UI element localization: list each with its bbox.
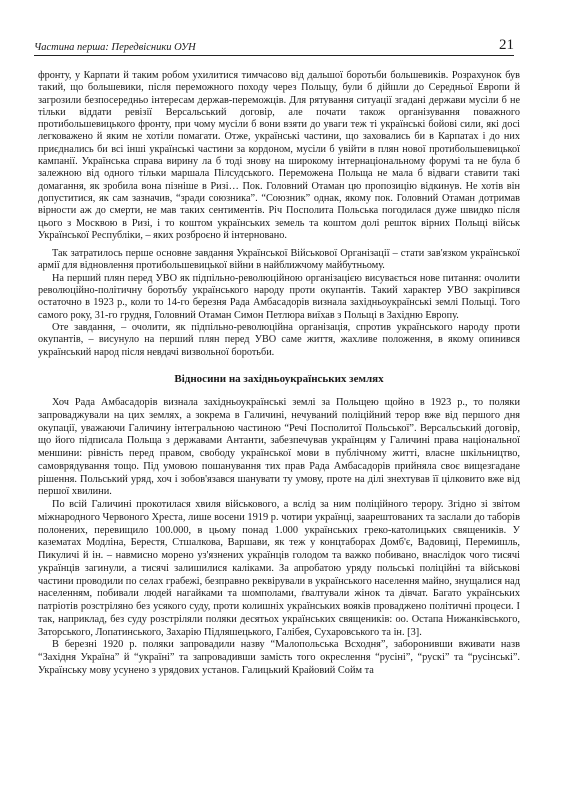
running-header: [34, 38, 514, 56]
running-title: Частина перша: Передвісники ОУН: [34, 42, 196, 53]
section-heading: Відносини на західньоукраїнських землях: [174, 372, 384, 385]
page-body: [38, 70, 520, 678]
paragraph: Так затратилось перше основне завдання Української Військової Організації – стати зав'язком української армії для відновлення протибольшевицької війни в найближчому майбутньому.: [38, 248, 520, 272]
paragraph: В березні 1920 р. поляки запровадили назву “Малопольська Всходня”, заборонивши вживати назв “Західня Україна” й “україні” та запровадивши замість того окреслення “русіні”, “рускі” та “русінські”. Українську мову усунено з урядових установ. Галицький Крайовий Сойм та: [38, 639, 520, 676]
paragraph: фронту, у Карпати й таким робом ухилитися тимчасово від дальшої боротьби большевиків. Розрахунок був такий, що большевики, після переможного походу через Польщу, були б дійшли до Середньої Европи й загрозили безпосередньо інтересам держав-переможців. Для рятування ситуації згадані держави мусіли б не тільки віддати ревізії Версальський договір, але почати також організування поважного протибольшевицького фронту, при чому мусіли б вони взяти до уваги теж ті українські бойові сили, які досі легковажено й яким не хотіли помагати. Отже, українські частини, що заховались би в Карпатах і до них приєднались би всі інші українські частини за кордоном, мусіли б увійти в плян нової протибольшевицької кампанії. Українська справа вирину ла б тоді знову на широкому інтернаціональному форумі та не була б залежною від одного тільки маршала Пілсудського. Переможена Польща не мала б відваги ставити такі домагання, як зробила вона пізніше в Ризі… Пок. Головний Отаман цю пропозицію відкинув. Не хотів він допуститися, як сам зазначив, “зради союзника”. “Союзник” однак, якому пок. Головний Отаман дотримав вірности аж до смерти, не мав таких сентиментів. Річ Посполита Польська погодилася дуже швидко після цього з Москвою в Ризі, і то коштом українських земель та коштом долі решток вірних Польщі військ Української Республіки, – яких розброєно й інтерновано.: [38, 70, 520, 241]
paragraph: По всій Галичині прокотилася хвиля військового, а вслід за ним поліційного терору. Згідно зі звітом міжнародного Червоного Хреста, лише восени 1919 р. чотири українці, заарештованих та заслали до таборів полонених, перевищило 100.000, в цьому понад 1.000 українських греко-католицьких священиків. У казематах Модліна, Берестя, Стшалкова, Варшави, як теж у концтаборах Домб'є, Вадовиці, Перемишль, Пикуличі й ін. – навмисно морено уз'язнених українців голодом та важко побивано, внаслідок чого тисячі українців загинули, а тисячі залишилися каліками. За апробатою уряду польські поліційні та військові частини проводили по селах грабежі, безправно реквірували в українського населення майно, знущалися над населенням, побивали людей нагайками та шомполами, ґвалтували жінок та дівчат. Багато українських патріотів розстріляно без усякого суду, проти колишніх українських вояків проваджено політичні процеси. І так, наприклад, без суду розстріляли поляки десятьох українських священиків: оо. Остапа Нижанківського, Заторського, Лопатинського, Захарію Підляшецького, Галібея, Сухаровського та ін. [3].: [38, 499, 520, 638]
page-number: 21: [499, 37, 514, 53]
paragraph: Оте завдання, – очолити, як підпільно-революційна організація, спротив українського народу проти окупантів, – висунуло на перший плян перед УВО саме життя, жахливе положення, в якому опинився український народ після невдачі визвольної боротьби.: [38, 321, 520, 358]
paragraph: Хоч Рада Амбасадорів визнала західньоукраїнські землі за Польщею щойно в 1923 р., то поляки запроваджували на цих землях, а зокрема в Галичині, нечуваний поліційний терор вже від першого дня окупації, уважаючи Галичину інтегральною частиною “Речі Посполитої Польської”. Версальський договір, що його підписала Польща з державами Антанти, забезпечував українцям у Галичині права національної меншини: рівність перед правом, свободу української мови в публічному житті, власне шкільництво, самоврядування тощо. Під умовою пошанування тих прав Рада Амбасадорів прийняла своє вищезгадане рішення. Польський уряд, хоч і зобов'язався шанувати ту умову, проте на ділі знехтував її цілковито вже від першої хвилини.: [38, 397, 520, 498]
paragraph: На перший плян перед УВО як підпільно-революційною організацією висувається нове питання: очолити революційно-політичну боротьбу українського народу проти окупантів. Такий характер УВО закріпився остаточно в 1923 р., коли то 14-го березня Рада Амбасадорів визнала західньоукраїнські землі Польщі. Того самого року, 31-го грудня, Головний Отаман Симон Петлюра виїхав з Польщі в Західню Европу.: [38, 272, 520, 321]
